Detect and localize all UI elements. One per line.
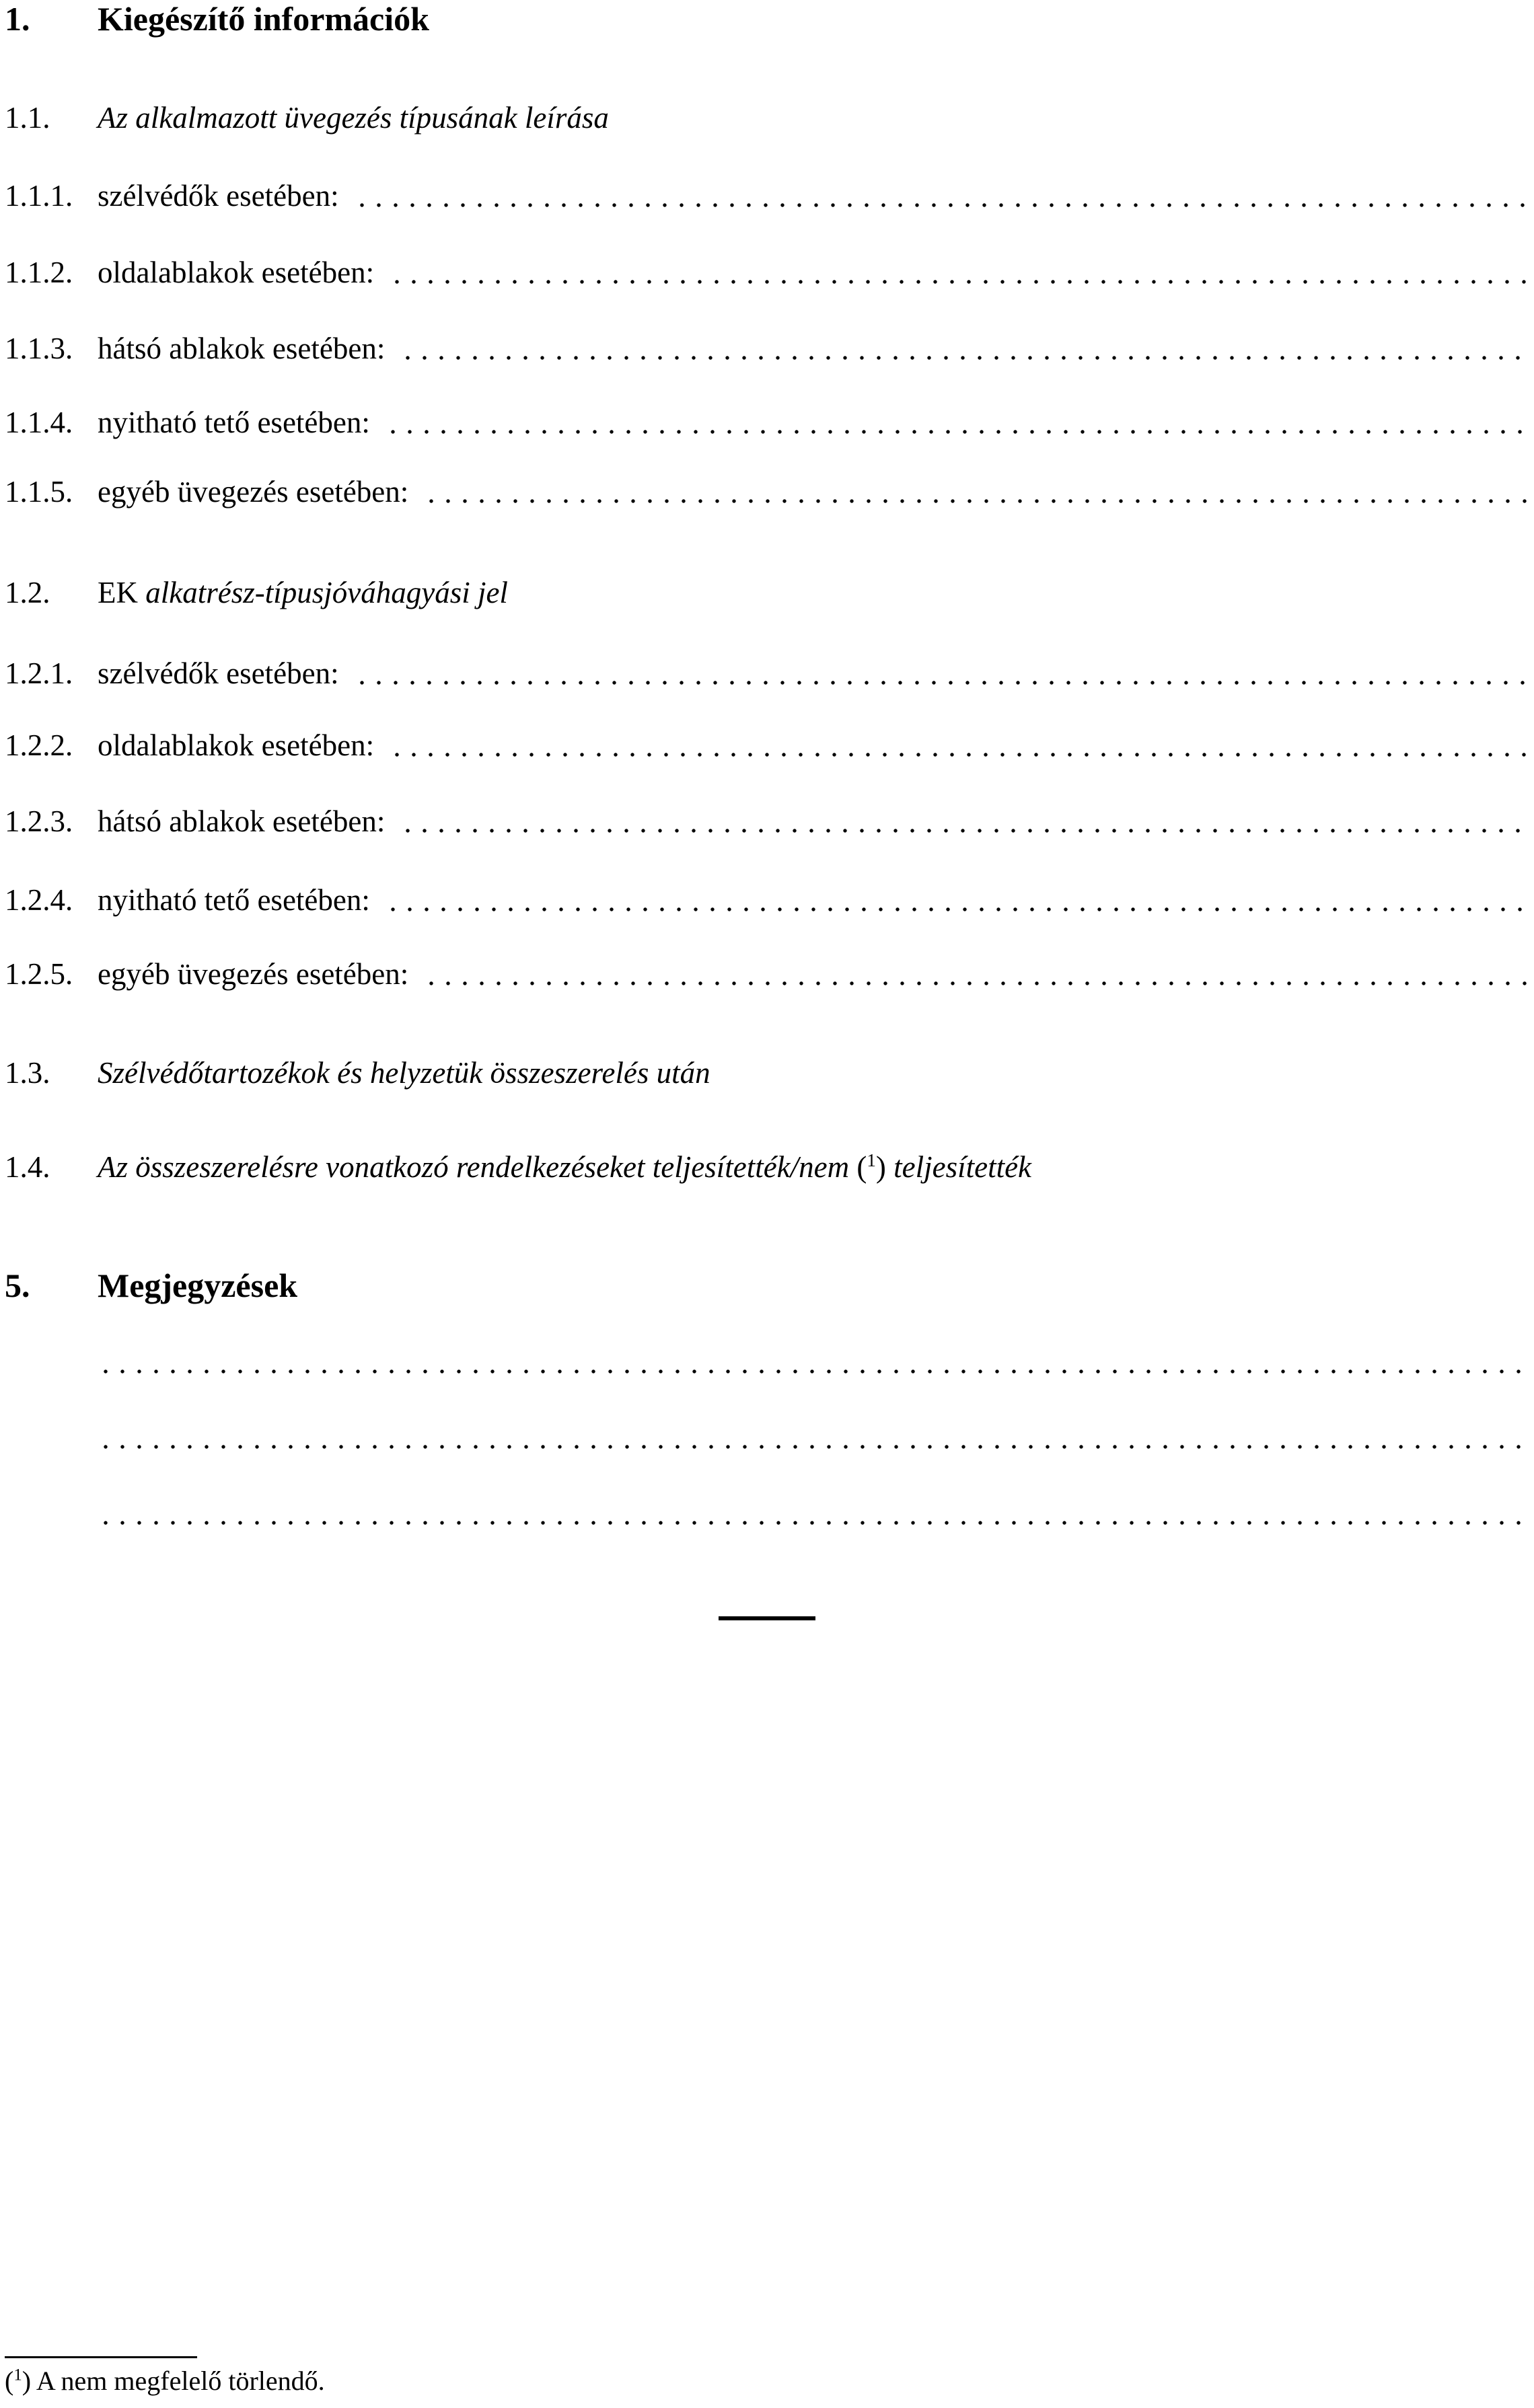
document-line-1-2-3 [5,802,1529,840]
item-number: 1.2.4. [5,883,73,917]
item-number: 1.1.2. [5,256,73,289]
text-segment: teljesítették [893,1150,1032,1184]
item-text [98,99,609,137]
dotted-fill-line [389,254,1529,291]
item-number: 1.4. [5,1150,50,1184]
item-number: 1.1. [5,101,50,135]
item-text [98,654,339,692]
item-text [98,726,374,764]
document-line-1-2-2 [5,726,1529,764]
item-number: 1.3. [5,1056,50,1090]
document-line-1-1-3 [5,330,1529,367]
text-segment: ) [875,1150,894,1184]
document-line-1-1-5 [5,473,1529,511]
text-segment: oldalablakok esetében: [98,256,375,289]
text-segment: hátsó ablakok esetében: [98,804,386,838]
document-line-1-1-2 [5,254,1529,291]
text-segment: Az alkalmazott üvegezés típusának leírása [98,101,609,135]
footnote-separator-rule [5,2356,197,2358]
footnote-marker-number: 1 [13,2366,22,2384]
document-line-1-2-4 [5,881,1529,919]
footnote-text-segment: A nem megfelelő törlendő. [36,2366,325,2396]
text-segment: szélvédők esetében: [98,179,339,213]
item-number: 1.2.2. [5,728,73,762]
notes-dotted-line [98,1343,1529,1381]
document-line-1-2-1 [5,654,1529,692]
dotted-fill-line [354,654,1529,692]
item-number: 1.2.5. [5,957,73,991]
text-segment: Az összeszerelésre vonatkozó rendelkezéseket teljesítették/nem [98,1150,857,1184]
item-text [98,1267,297,1304]
item-text [98,1148,1031,1186]
dotted-fill-line [400,802,1529,840]
item-number: 1.2.1. [5,656,73,690]
text-segment: nyitható tető esetében: [98,883,370,917]
item-number: 1.1.3. [5,332,73,365]
item-text [98,802,385,840]
notes-dotted-line [98,1419,1529,1456]
item-number: 5. [5,1267,30,1304]
text-segment: Kiegészítő információk [98,0,429,38]
item-text [98,881,370,919]
item-number: 1.2. [5,576,50,609]
footnote-text-segment: ) [22,2366,36,2396]
text-segment: szélvédők esetében: [98,656,339,690]
item-text [98,473,408,511]
footnote [5,2365,325,2397]
item-number: 1.1.1. [5,179,73,213]
text-segment: ( [856,1150,867,1184]
section-end-rule [719,1616,815,1620]
item-text [98,955,408,993]
item-number: 1.1.4. [5,406,73,439]
text-segment: alkatrész-típusjóváhagyási jel [145,576,508,609]
dotted-fill-line [385,404,1529,441]
item-text [98,177,339,215]
dotted-fill-line [385,881,1529,919]
document-line-1 [5,0,1529,38]
item-text [98,0,429,38]
document-line-1-2-5 [5,955,1529,993]
document-line-1-2 [5,574,1529,611]
document-line-1-4 [5,1148,1529,1186]
text-segment: Megjegyzések [98,1267,298,1304]
notes-dotted-line [98,1495,1529,1532]
text-segment: hátsó ablakok esetében: [98,332,386,365]
document-line-1-3 [5,1054,1529,1092]
document-line-1-1-4 [5,404,1529,441]
item-text [98,330,385,367]
text-segment: egyéb üvegezés esetében: [98,475,409,509]
dotted-fill-line [389,726,1529,764]
item-number: 1.1.5. [5,475,73,509]
footnote-reference: 1 [867,1150,876,1170]
dotted-fill-line [423,473,1529,511]
item-text [98,404,370,441]
document-line-1-1-1 [5,177,1529,215]
item-text [98,574,508,611]
item-text [98,254,374,291]
footnote-text-segment: ( [5,2366,14,2396]
dotted-fill-line [400,330,1529,367]
dotted-fill-line [423,955,1529,993]
text-segment: nyitható tető esetében: [98,406,370,439]
text-segment: EK [98,576,146,609]
text-segment: Szélvédőtartozékok és helyzetük összeszerelés után [98,1056,710,1090]
document-line-5 [5,1267,1529,1304]
text-segment: oldalablakok esetében: [98,728,375,762]
text-segment: egyéb üvegezés esetében: [98,957,409,991]
dotted-fill-line [354,177,1529,215]
item-number: 1.2.3. [5,804,73,838]
item-number: 1. [5,0,30,38]
document-line-1-1 [5,99,1529,137]
item-text [98,1054,710,1092]
